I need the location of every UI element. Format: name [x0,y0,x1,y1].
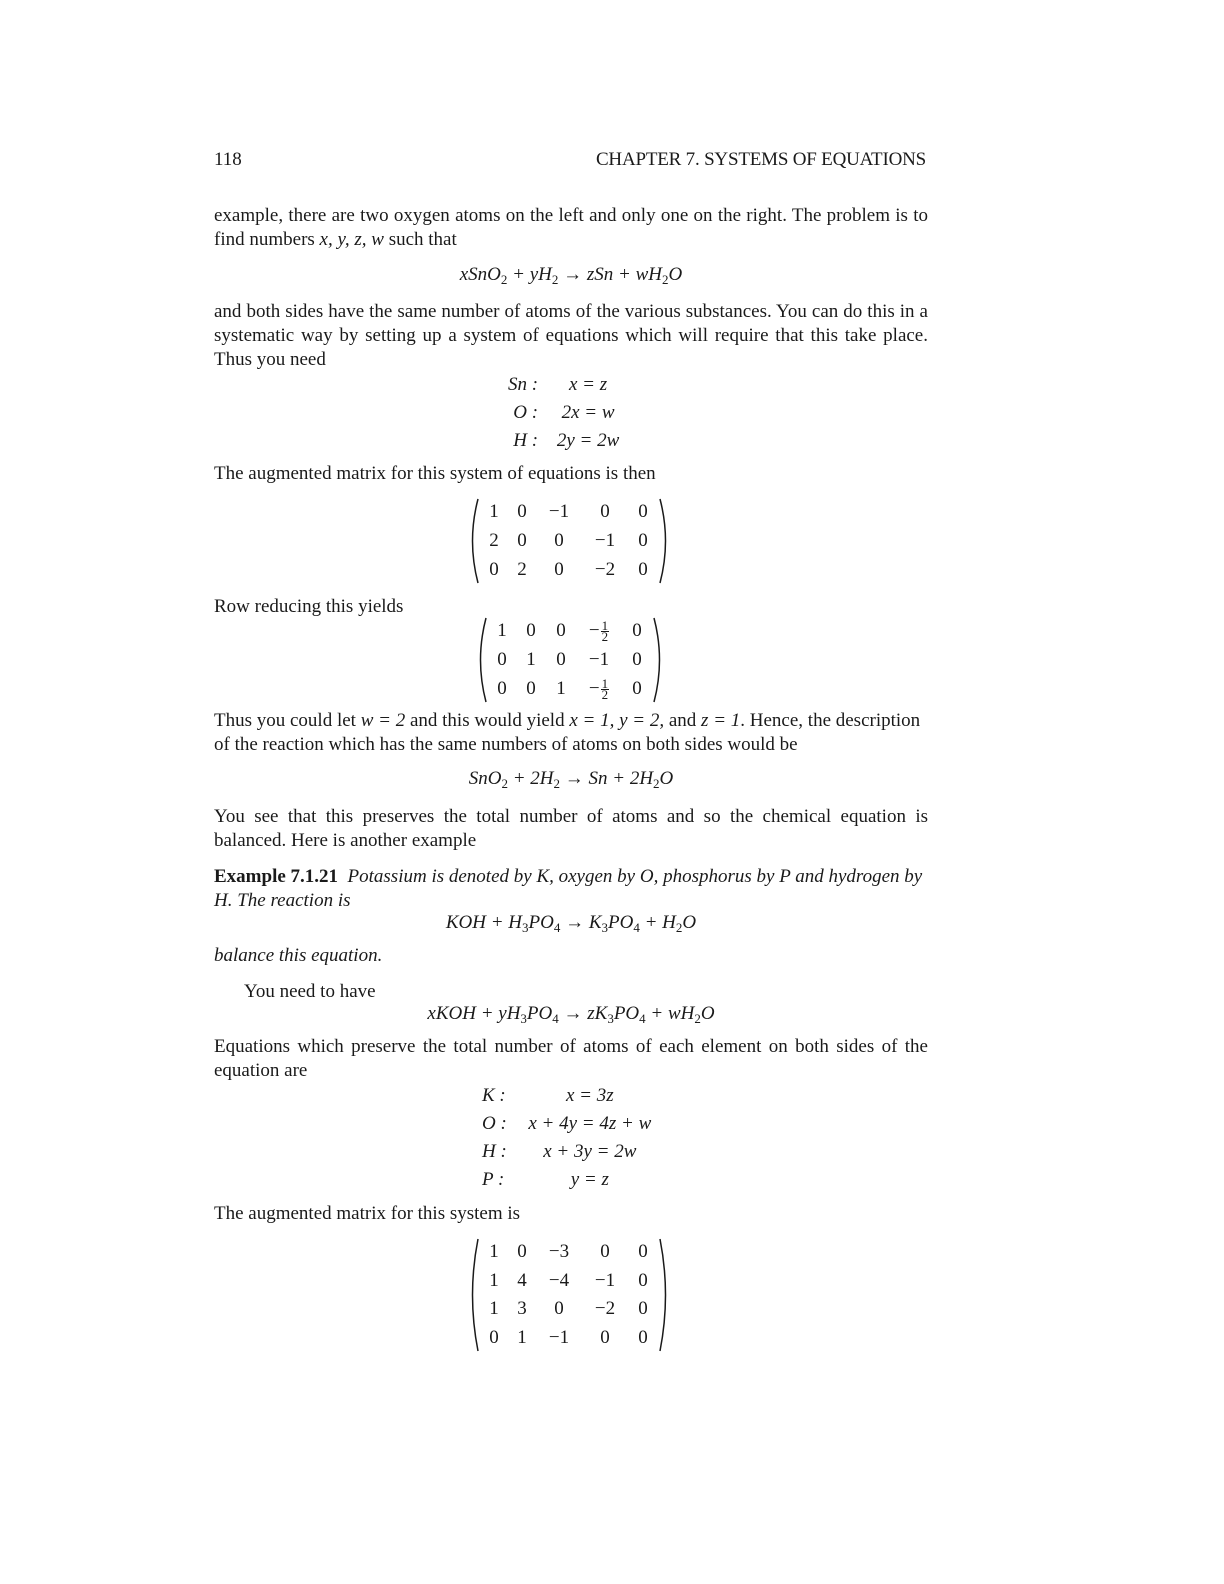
system-equation: y = z [570,1169,609,1190]
system-equation: 2y = 2w [556,430,620,451]
matrix-cell: 0 [638,529,648,551]
matrix-cell: 0 [638,1269,648,1291]
matrix-cell: 0 [554,1298,564,1320]
example-block [214,865,928,913]
matrix-row [480,555,658,584]
matrix-cell: −1 [548,1326,570,1348]
matrix-row [480,1238,658,1267]
matrix-cell-fraction: − $\frac{1}{2}$ [588,675,609,702]
matrix-row [480,498,658,527]
paragraph-need: You need to have [244,981,376,1002]
matrix-cell: 1 [556,677,566,699]
solution-text: and this would yield [405,710,570,731]
matrix-cell: 0 [638,501,648,523]
system-row [508,371,628,399]
matrix-body [480,498,658,584]
matrix-cell: 0 [526,620,536,642]
paragraph-intro [214,204,928,252]
solution-z: z = 1 [701,710,741,731]
system-label: Sn : [508,374,539,395]
matrix-cell: 0 [638,1298,648,1320]
right-paren-icon [652,617,666,703]
system-row [482,1138,655,1166]
matrix-cell: −1 [548,501,570,523]
paragraph-intro-text: example, there are two oxygen atoms on the left and only one on the right. The problem is to find numbers [214,205,928,250]
matrix-cell: −3 [548,1241,570,1263]
equation-system-1 [508,371,628,455]
system-row [508,427,628,455]
matrix-row [480,1267,658,1296]
matrix-cell: 0 [600,1241,610,1263]
matrix-cell: 1 [489,1241,499,1263]
matrix-cell: 0 [638,558,648,580]
solution-xyz: x = 1, y = 2, [569,710,665,731]
equation-system-2 [482,1082,655,1194]
right-paren-icon [658,1238,672,1352]
matrix-row [480,1295,658,1324]
system-equation: 2x = w [561,402,615,423]
paragraph-augmented: The augmented matrix for this system of equations is then [214,463,656,484]
paragraph-balanced: You see that this preserves the total number of atoms and so the chemical equation is balanced. Here is another example [214,806,928,851]
system-label: O : [513,402,539,423]
left-paren-icon [466,1238,480,1352]
page-number: 118 [214,149,242,170]
matrix-cell: −1 [594,529,616,551]
solution-text: . Hence, the description of the reaction which has the same numbers of atoms on both sides would be [214,710,921,755]
system-equation: x + 3y = 2w [543,1141,637,1162]
system-label: K : [482,1085,506,1106]
matrix-cell: 0 [638,1326,648,1348]
system-row [482,1082,655,1110]
system-label: P : [482,1169,505,1190]
matrix-cell: −2 [594,1298,616,1320]
system-label: O : [482,1113,507,1134]
matrix-cell: −2 [594,558,616,580]
matrix-cell: 3 [517,1298,527,1320]
matrix-cell: −1 [594,1269,616,1291]
example-label: Example 7.1.21 [214,866,339,887]
matrix-cell: 0 [526,677,536,699]
row-reduced-matrix [474,617,666,703]
system-equation: x + 4y = 4z + w [528,1113,652,1134]
matrix-cell: 0 [632,620,642,642]
matrix-cell: 0 [632,648,642,670]
left-paren-icon [466,498,480,584]
solution-w: w = 2 [360,710,406,731]
matrix-cell: 1 [517,1326,527,1348]
matrix-body [480,1238,658,1352]
example-text: Potassium is denoted by K, oxygen by O, phosphorus by P and hydrogen by H. The reaction is [214,866,923,911]
matrix-cell: 0 [554,529,564,551]
matrix-row [488,617,652,646]
matrix-cell: 1 [526,648,536,670]
matrix-cell: 1 [497,620,507,642]
paragraph-row-reduce: Row reducing this yields [214,596,404,617]
matrix-cell: 0 [556,620,566,642]
matrix-cell: 0 [600,1326,610,1348]
reaction-equation-general: xSnO$_2$ + $yH_2$ → zSn + $wH_2O$ [459,264,683,287]
paragraph-preserve: Equations which preserve the total number of atoms of each element on both sides of the equation are [214,1036,928,1081]
matrix-cell: 2 [517,558,527,580]
matrix-cell: 0 [517,529,527,551]
right-paren-icon [658,498,672,584]
augmented-matrix-2 [466,1238,672,1352]
matrix-cell: −4 [548,1269,570,1291]
matrix-row [488,674,652,703]
system-equation: x = z [569,374,608,395]
system-label: H : [513,430,539,451]
system-label: H : [482,1141,507,1162]
matrix-cell: 0 [517,1241,527,1263]
paragraph-systematic: and both sides have the same number of atoms of the various substances. You can do this in a systematic way by setting up a system of equations which will require that this take place. Thus you need [214,301,928,370]
matrix-cell: 4 [517,1269,527,1291]
chapter-title: CHAPTER 7. SYSTEMS OF EQUATIONS [595,149,926,170]
matrix-cell: 1 [489,1298,499,1320]
solution-text: and [664,710,702,731]
example-end: balance this equation. [214,945,383,966]
system-row [482,1166,655,1194]
paragraph-augmented-2: The augmented matrix for this system is [214,1203,521,1224]
matrix-cell: 0 [489,558,499,580]
matrix-body [488,617,652,703]
matrix-cell-fraction: − $\frac{1}{2}$ [588,618,609,645]
matrix-cell: 0 [517,501,527,523]
fraction-one-half: $\frac{1}{2}$ [601,618,609,645]
matrix-row [488,646,652,675]
augmented-matrix-1 [466,498,672,584]
reaction-equation-potassium: KOH + $H_3PO_4 \to K_3PO_4 + H_2O$ [445,912,697,935]
matrix-row [480,527,658,556]
fraction-one-half: $\frac{1}{2}$ [601,675,609,702]
matrix-cell: 2 [489,529,499,551]
matrix-cell: 0 [497,648,507,670]
reaction-equation-general-2: xKOH + $yH_3PO_4 \to zK_3PO_4 + wH_2O$ [427,1003,715,1026]
matrix-row [480,1324,658,1353]
matrix-cell: 1 [489,501,499,523]
matrix-cell: 1 [489,1269,499,1291]
balanced-equation-1: $SnO_2 + 2H_2 \to Sn + 2H_2O$ [468,768,674,791]
paragraph-intro-vars: x, y, z, w [319,229,384,250]
system-row [508,399,628,427]
paragraph-solution [214,709,928,757]
matrix-cell: 0 [600,501,610,523]
matrix-cell: 0 [554,558,564,580]
matrix-cell: 0 [638,1241,648,1263]
paragraph-intro-end: such that [383,229,457,250]
solution-text: Thus you could let [214,710,361,731]
left-paren-icon [474,617,488,703]
system-row [482,1110,655,1138]
system-equation: x = 3z [565,1085,614,1106]
matrix-cell: 0 [556,648,566,670]
matrix-cell: 0 [489,1326,499,1348]
matrix-cell: 0 [632,677,642,699]
matrix-cell: 0 [497,677,507,699]
matrix-cell: −1 [588,648,610,670]
